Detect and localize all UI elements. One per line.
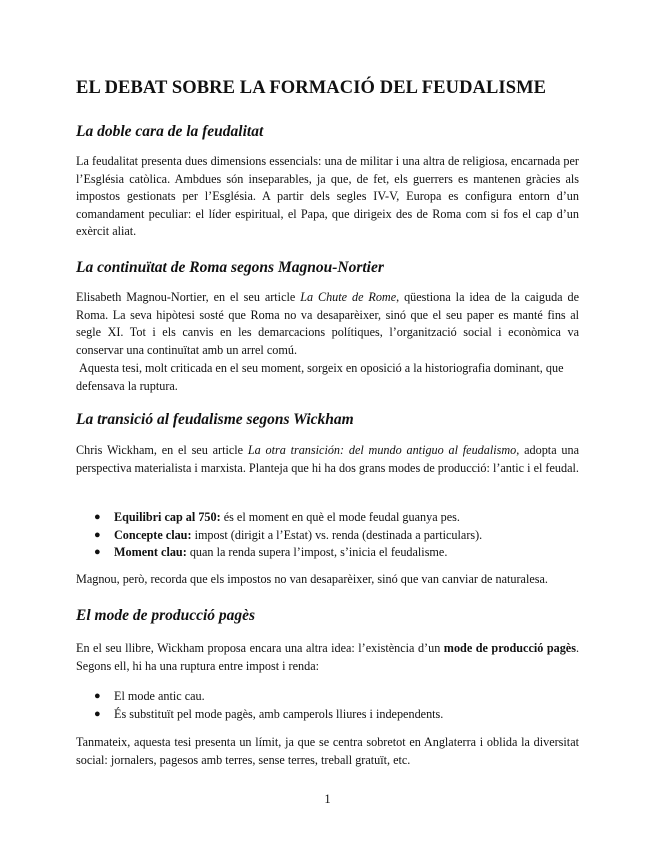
page-number: 1 — [324, 792, 331, 806]
document-title: EL DEBAT SOBRE LA FORMACIÓ DEL FEUDALISME — [76, 78, 547, 98]
bullet-text: És substituït pel mode pagès, amb camperols lliures i independents. — [114, 706, 444, 721]
work-title-la-otra-transicion: La otra transición: del mundo antiguo al feudalismo — [247, 443, 517, 457]
paragraph-text: . Segons ell, hi ha una ruptura entre impost i renda: — [76, 641, 579, 673]
wickham-bullet-list — [76, 509, 579, 562]
bullet-text: quan la renda supera l’impost, s’inicia el feudalisme. — [186, 545, 448, 560]
section-paragraph-magnou-nortier — [76, 289, 579, 359]
section-heading-mode-pages: El mode de producció pagès — [76, 607, 256, 624]
section-paragraph-mode-pages — [76, 640, 579, 675]
list-item — [76, 509, 579, 527]
section-paragraph-magnou-nortier-2: Aquesta tesi, molt criticada en el seu moment, sorgeix en oposició a la historiografia dominant, que defensava la ruptura. — [76, 361, 567, 393]
mode-pages-bullet-list — [76, 688, 579, 723]
section-paragraph-wickham-closing: Magnou, però, recorda que els impostos no van desaparèixer, sinó que van canviar de naturalesa. — [76, 572, 548, 586]
bullet-term: Moment clau: — [114, 545, 187, 560]
bullet-icon: ● — [94, 511, 101, 523]
section-heading-doble-cara: La doble cara de la feudalitat — [76, 123, 264, 140]
list-item — [76, 527, 579, 545]
paragraph-text: , qüestiona la idea de la caiguda de Roma. La seva hipòtesi sosté que Roma no va desaparèixer, sinó que el seu paper es manté fins al segle XI. Tot i els canvis en les demarcacions polítiques, l’organització social i econòmica va conservar una continuïtat amb un arrel comú. — [76, 290, 579, 357]
bullet-term: Equilibri cap al 750: — [114, 510, 221, 524]
key-term-mode-de-produccio-pages: mode de producció pagès — [443, 641, 576, 655]
bullet-icon: ● — [94, 690, 101, 702]
section-heading-magnou-nortier: La continuïtat de Roma segons Magnou-Nortier — [76, 259, 384, 276]
section-paragraph-wickham — [76, 442, 579, 477]
bullet-icon: ● — [94, 707, 101, 720]
section-paragraph-mode-pages-closing: Tanmateix, aquesta tesi presenta un límit, ja que se centra sobretot en Anglaterra i oblida la diversitat social: jornalers, pagesos amb terres, sense terres, treball gratuït, etc. — [76, 735, 579, 767]
bullet-icon: ● — [94, 528, 101, 541]
section-heading-wickham: La transició al feudalisme segons Wickham — [76, 411, 354, 428]
list-item — [76, 544, 579, 562]
paragraph-text: En el seu llibre, Wickham proposa encara una altra idea: l’existència d’un — [76, 641, 444, 655]
bullet-term: Concepte clau: — [114, 527, 192, 542]
list-item — [76, 706, 579, 724]
bullet-icon: ● — [94, 546, 101, 559]
list-item — [76, 688, 579, 706]
work-title-la-chute-de-rome: La Chute de Rome — [300, 290, 397, 304]
paragraph-text: Chris Wickham, en el seu article — [76, 443, 248, 457]
paragraph-text: Elisabeth Magnou-Nortier, en el seu article — [76, 290, 301, 304]
bullet-text: El mode antic cau. — [114, 689, 205, 703]
section-paragraph-doble-cara: La feudalitat presenta dues dimensions essencials: una de militar i una altra de religiosa, encarnada per l’Església catòlica. Ambdues són inseparables, ja que, de fet, els guerrers es mantenen gràcies als impostos gestionats per l’Església. A partir dels segles IV-V, Europa es configura entorn d’un comandament peculiar: el líder espiritual, el Papa, que dirigeix des de Roma com si fos el cap d’un exèrcit aliat. — [76, 154, 579, 239]
bullet-text: és el moment en què el mode feudal guanya pes. — [220, 510, 460, 524]
paragraph-text: , adopta una perspectiva materialista i marxista. Planteja que hi ha dos grans modes de producció: l’antic i el feudal. — [76, 443, 579, 475]
bullet-text: impost (dirigit a l’Estat) vs. renda (destinada a particulars). — [191, 527, 483, 542]
